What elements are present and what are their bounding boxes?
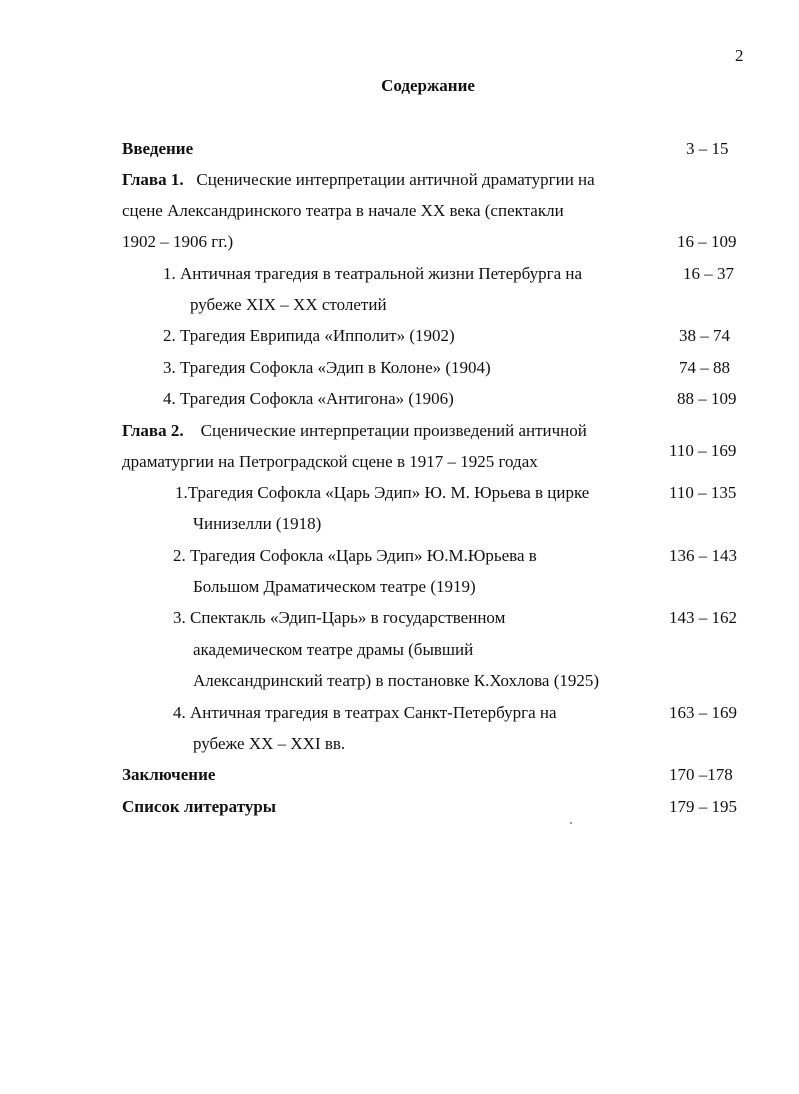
toc-conclusion-pages: 170 –178 bbox=[669, 765, 733, 784]
toc-chapter2-label: Глава 2. bbox=[122, 421, 184, 440]
toc-ch2-item4-pages: 163 – 169 bbox=[669, 703, 737, 722]
toc-intro-pages: 3 – 15 bbox=[686, 139, 729, 158]
toc-ch2-item3-pages: 143 – 162 bbox=[669, 608, 737, 627]
toc-ch1-item1-line1: 1. Античная трагедия в театральной жизни Петербурга на bbox=[163, 264, 583, 283]
toc-chapter2-pages: 110 – 169 bbox=[669, 441, 737, 460]
toc-ch1-item1-pages: 16 – 37 bbox=[683, 264, 734, 283]
page-title: Содержание bbox=[381, 76, 475, 95]
toc-chapter2-line2: драматургии на Петроградской сцене в 1917 – 1925 годах bbox=[122, 452, 538, 471]
toc-ch2-item4-line1: 4. Античная трагедия в театрах Санкт-Петербурга на bbox=[173, 703, 557, 722]
toc-ch1-item4: 4. Трагедия Софокла «Антигона» (1906) bbox=[163, 389, 454, 408]
toc-conclusion-label: Заключение bbox=[122, 765, 216, 784]
toc-chapter1-line2: сцене Александринского театра в начале XX века (спектакли bbox=[122, 201, 564, 220]
toc-chapter1-line3: 1902 – 1906 гг.) bbox=[122, 232, 234, 251]
toc-bibliography-label: Список литературы bbox=[122, 797, 277, 816]
toc-intro-label: Введение bbox=[122, 139, 194, 158]
toc-ch2-item3-line3: Александринский театр) в постановке К.Хохлова (1925) bbox=[193, 671, 600, 690]
toc-ch2-item4-line2: рубеже XX – XXI вв. bbox=[193, 734, 346, 753]
toc-ch1-item3-pages: 74 – 88 bbox=[679, 358, 730, 377]
page-number: 2 bbox=[735, 46, 744, 65]
toc-ch2-item2-line2: Большом Драматическом театре (1919) bbox=[193, 577, 476, 596]
toc-chapter2-line1 bbox=[122, 421, 587, 441]
toc-chapter1-title-part1: Сценические интерпретации античной драматургии на bbox=[196, 170, 595, 189]
toc-ch1-item3: 3. Трагедия Софокла «Эдип в Колоне» (1904) bbox=[163, 358, 491, 377]
toc-chapter1-line1 bbox=[122, 170, 595, 190]
toc-ch1-item1-line2: рубеже XIX – XX столетий bbox=[190, 295, 387, 314]
toc-chapter2-title-part1: Сценические интерпретации произведений античной bbox=[200, 421, 587, 440]
toc-ch2-item1-line2: Чинизелли (1918) bbox=[193, 514, 322, 533]
toc-ch2-item3-line2: академическом театре драмы (бывший bbox=[193, 640, 474, 659]
toc-ch2-item2-line1: 2. Трагедия Софокла «Царь Эдип» Ю.М.Юрьева в bbox=[173, 546, 537, 565]
toc-ch1-item2-pages: 38 – 74 bbox=[679, 326, 730, 345]
toc-chapter1-pages: 16 – 109 bbox=[677, 232, 737, 251]
toc-ch2-item1-line1: 1.Трагедия Софокла «Царь Эдип» Ю. М. Юрьева в цирке bbox=[175, 483, 590, 502]
toc-ch1-item4-pages: 88 – 109 bbox=[677, 389, 737, 408]
toc-ch2-item3-line1: 3. Спектакль «Эдип-Царь» в государственном bbox=[173, 608, 506, 627]
toc-bibliography-pages: 179 – 195 bbox=[669, 797, 737, 816]
toc-chapter1-label: Глава 1. bbox=[122, 170, 184, 189]
scan-speck bbox=[570, 822, 572, 824]
toc-ch2-item1-pages: 110 – 135 bbox=[669, 483, 737, 502]
toc-ch1-item2: 2. Трагедия Еврипида «Ипполит» (1902) bbox=[163, 326, 455, 345]
toc-ch2-item2-pages: 136 – 143 bbox=[669, 546, 737, 565]
